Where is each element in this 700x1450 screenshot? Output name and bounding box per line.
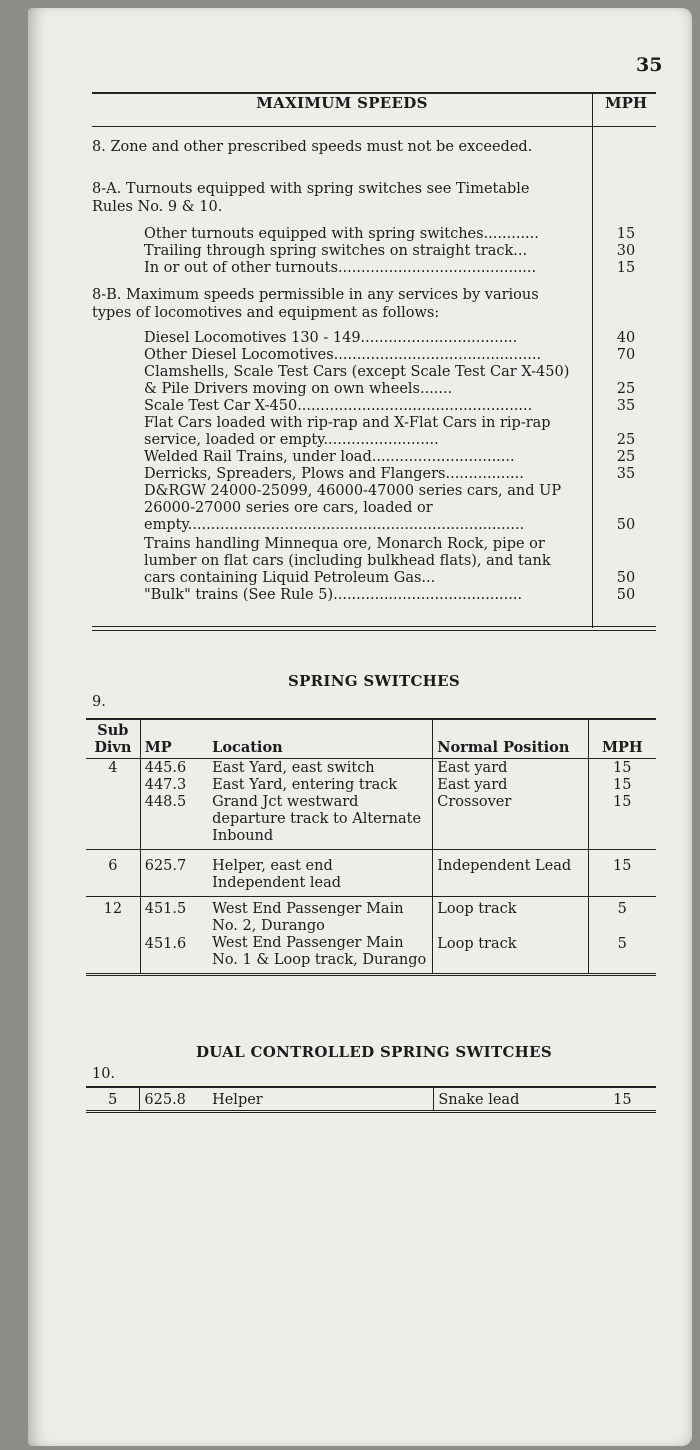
col-mp: MP (140, 719, 208, 759)
mp-value: 451.6 (144, 936, 187, 952)
position-value: Loop track (437, 901, 517, 917)
table-row (86, 1087, 656, 1112)
mp-value: 445.6 (144, 760, 187, 776)
position-value: East yard (437, 777, 508, 793)
mph-value: 5 (617, 901, 627, 917)
mph-value: 15 (613, 777, 632, 793)
rule-8b-mph: 40 (616, 330, 636, 346)
mp-cell (140, 759, 208, 850)
table-row (86, 759, 656, 850)
mp-value: 451.5 (144, 901, 187, 917)
rule-8a-mph: 15 (616, 260, 636, 276)
location-value: West End Passenger Main No. 1 & Loop track, Durango (212, 935, 427, 968)
mph-cell: 15 (588, 850, 656, 897)
location-cell (208, 897, 433, 975)
maximum-speeds-section (92, 92, 656, 632)
table-header-row (86, 719, 656, 759)
position-cell (433, 759, 588, 850)
rule-8b-item: "Bulk" trains (See Rule 5)......................................... (144, 587, 523, 603)
subdivn-cell: 12 (86, 897, 140, 975)
rule-8b-item: Flat Cars loaded with rip-rap and X-Flat Cars in rip-rap service, loaded or empty......................... (144, 415, 551, 448)
rule-8b-item: Other Diesel Locomotives............................................. (144, 347, 542, 363)
rule-8a-item: In or out of other turnouts........................................... (144, 260, 537, 276)
location-value: Grand Jct westward departure track to Alternate Inbound (212, 794, 422, 844)
spring-switches-title: SPRING SWITCHES (287, 672, 461, 690)
mph-cell: 15 (589, 1087, 656, 1112)
position-value: East yard (437, 760, 508, 776)
mp-value: 447.3 (144, 777, 187, 793)
rule-8b-mph: 25 (616, 432, 636, 448)
col-position: Normal Position (433, 719, 588, 759)
mph-value: 15 (613, 760, 632, 776)
dual-controlled-table (86, 1086, 656, 1113)
section-number: 10. (92, 1066, 116, 1082)
rule-8a-mph: 30 (616, 243, 636, 259)
rule-8a-intro: 8-A. Turnouts equipped with spring switches see Timetable Rules No. 9 & 10. (92, 181, 530, 215)
subdivn-cell: 5 (86, 1087, 140, 1112)
table-row (86, 897, 656, 975)
mph-header: MPH (604, 94, 648, 112)
table-row (86, 850, 656, 897)
col-subdivn: Sub Divn (86, 719, 140, 759)
position-cell: Independent Lead (433, 850, 588, 897)
col-mph: MPH (588, 719, 656, 759)
rule-8b-mph: 35 (616, 466, 636, 482)
mp-cell (140, 897, 208, 975)
rule-8b-item: Welded Rail Trains, under load............................... (144, 449, 515, 465)
maximum-speeds-title: MAXIMUM SPEEDS (256, 94, 428, 112)
page-number: 35 (636, 54, 663, 76)
rule-8a-item: Trailing through spring switches on straight track... (144, 243, 528, 259)
rule-8b-mph: 25 (616, 449, 636, 465)
dual-controlled-title: DUAL CONTROLLED SPRING SWITCHES (195, 1043, 553, 1061)
rule-8b-item: Diesel Locomotives 130 - 149.................................. (144, 330, 518, 346)
mp-value: 448.5 (144, 794, 187, 810)
rule-8b-item: Scale Test Car X-450................................................... (144, 398, 533, 414)
mph-cell (588, 897, 656, 975)
location-value: East Yard, east switch (212, 760, 375, 776)
rule-8b-intro: 8-B. Maximum speeds permissible in any services by various types of locomotives and equipment as follows: (92, 287, 539, 321)
mph-value: 5 (617, 936, 627, 952)
location-cell: Helper (208, 1087, 434, 1112)
rule-8b-item: Derricks, Spreaders, Plows and Flangers................. (144, 466, 524, 482)
subdivn-cell: 6 (86, 850, 140, 897)
location-value: East Yard, entering track (212, 777, 398, 793)
section-number: 9. (92, 694, 106, 710)
rule-8b-item: Trains handling Minnequa ore, Monarch Rock, pipe or lumber on flat cars (including bulkhead flats), and tank cars containing Liquid Petroleum Gas... (144, 536, 551, 586)
location-value: West End Passenger Main No. 2, Durango (212, 901, 404, 934)
rule-8b-mph: 50 (616, 517, 636, 533)
col-location: Location (208, 719, 433, 759)
rule-8b-mph: 70 (616, 347, 636, 363)
rule-8b-item: D&RGW 24000-25099, 46000-47000 series cars, and UP 26000-27000 series ore cars, loaded or empty......................................................................... (144, 483, 562, 533)
mph-value: 15 (613, 794, 632, 810)
position-cell: Snake lead (434, 1087, 589, 1112)
position-cell (433, 897, 588, 975)
rule-8a-item: Other turnouts equipped with spring switches............ (144, 226, 539, 242)
position-value: Loop track (437, 936, 517, 952)
rule-8b-mph: 50 (616, 570, 636, 586)
subdivn-cell: 4 (86, 759, 140, 850)
position-value: Crossover (437, 794, 512, 810)
rule-8: 8. Zone and other prescribed speeds must not be exceeded. (92, 139, 533, 155)
rule-8b-item: Clamshells, Scale Test Cars (except Scale Test Car X-450) & Pile Drivers moving on own wheels....... (144, 364, 570, 397)
rule-8a-mph: 15 (616, 226, 636, 242)
location-cell (208, 759, 433, 850)
mph-cell (588, 759, 656, 850)
mp-cell: 625.8 (140, 1087, 208, 1112)
spring-switches-table (86, 718, 656, 976)
rule-8b-mph: 25 (616, 381, 636, 397)
mp-cell: 625.7 (140, 850, 208, 897)
rule-8b-mph: 35 (616, 398, 636, 414)
location-cell: Helper, east end Independent lead (208, 850, 433, 897)
rule-8b-mph: 50 (616, 587, 636, 603)
